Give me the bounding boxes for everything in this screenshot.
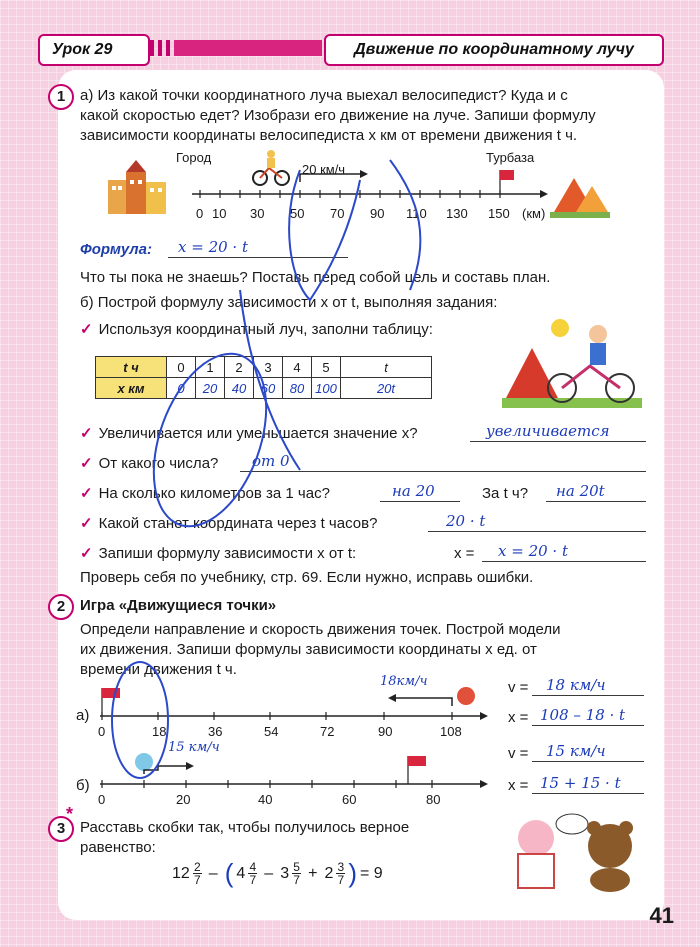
check-icon: ✓: [80, 515, 93, 532]
task2-line-a: [96, 680, 488, 724]
line-a-tick: 54: [264, 724, 279, 739]
line-b-x-label: x =: [508, 777, 529, 794]
task2-line3: времени движения t ч.: [80, 661, 237, 678]
line-b-v-answer[interactable]: 15 км/ч: [546, 742, 606, 760]
eq-den: 7: [337, 873, 345, 887]
answer-3b[interactable]: на 20t: [556, 482, 605, 500]
line-a-v-underline: [532, 694, 644, 696]
line-a-v-label: v =: [508, 679, 529, 696]
check-icon: ✓: [80, 425, 93, 442]
eq-num: 4: [249, 860, 257, 874]
answer-5-underline: [482, 560, 646, 562]
task2-line-b: [96, 748, 488, 792]
eq-paren-open[interactable]: (: [224, 858, 234, 888]
line-b-tick: 80: [426, 792, 441, 807]
line-b-label: б): [76, 777, 90, 794]
line-a-x-answer[interactable]: 108 – 18 · t: [540, 706, 626, 724]
line-a-tick: 108: [440, 724, 462, 739]
formula-x-prefix: x =: [454, 545, 475, 562]
line-a-tick: 18: [152, 724, 167, 739]
line-b-tick: 0: [98, 792, 106, 807]
line-b-v-label: v =: [508, 745, 529, 762]
self-check-text: Проверь себя по учебнику, стр. 69. Если нужно, исправь ошибки.: [80, 569, 534, 586]
tick-10: 10: [212, 206, 227, 221]
eq-paren-close[interactable]: ): [348, 858, 358, 888]
city-illustration: [104, 158, 170, 216]
tick-0: 0: [196, 206, 204, 221]
table-t-cell: 3: [254, 357, 283, 378]
question-1: ✓ Увеличивается или уменьшается значение x?: [80, 425, 418, 442]
task3-number: 3: [48, 816, 74, 842]
line-b-x-underline: [532, 792, 644, 794]
table-x-cell[interactable]: 80: [283, 378, 312, 399]
task1-table: [95, 356, 432, 399]
eq-whole-1: 12: [172, 864, 190, 882]
answer-3-underline: [380, 500, 460, 502]
topic-title: Движение по координатному лучу: [324, 34, 664, 66]
eq-num: 2: [193, 860, 201, 874]
table-t-cell: t: [341, 357, 432, 378]
task1-number: 1: [48, 84, 74, 110]
eq-result: = 9: [360, 864, 383, 882]
eq-den: 7: [249, 873, 257, 887]
line-a-tick: 72: [320, 724, 335, 739]
answer-4-underline: [428, 530, 646, 532]
task1-line3: зависимости координаты велосипедиста x км от времени движения t ч.: [80, 127, 578, 144]
tick-70: 70: [330, 206, 345, 221]
camp-illustration: [550, 160, 610, 220]
tick-unit: (км): [522, 206, 546, 221]
eq-den: 7: [193, 873, 201, 887]
eq-den: 7: [293, 873, 300, 887]
table-t-header: t ч: [96, 357, 167, 378]
eq-fraction-4: [336, 861, 345, 886]
question-4: ✓ Какой станет координата через t часов?: [80, 515, 378, 532]
eq-fraction-3: [292, 861, 301, 886]
line-b-x-answer[interactable]: 15 + 15 · t: [540, 774, 621, 792]
task1-line2: какой скоростью едет? Изобрази его движение на луче. Запиши формулу: [80, 107, 596, 124]
city-label: Город: [176, 150, 212, 165]
base-label: Турбаза: [486, 150, 535, 165]
line-a-speed: 18км/ч: [380, 674, 428, 689]
eq-fraction-1: [193, 861, 202, 886]
answer-1-underline: [470, 440, 646, 442]
tick-150: 150: [488, 206, 510, 221]
eq-fraction-2: [248, 861, 257, 886]
check-icon: ✓: [80, 321, 93, 338]
speed-label: 20 км/ч: [302, 162, 346, 177]
characters-illustration: [506, 808, 640, 892]
task1-line1: а) Из какой точки координатного луча выехал велосипедист? Куда и с: [80, 87, 568, 104]
eq-whole-2: 4: [236, 864, 246, 882]
formula-underline: [168, 256, 348, 258]
check-icon: ✓: [80, 545, 93, 562]
star-icon: *: [66, 804, 74, 824]
line-a-v-answer[interactable]: 18 км/ч: [546, 676, 606, 694]
page-number: 41: [649, 903, 674, 928]
eq-whole-3: 3: [280, 864, 290, 882]
line-b-tick: 20: [176, 792, 191, 807]
table-t-cell: 1: [196, 357, 225, 378]
lesson-label: Урок 29: [38, 34, 150, 66]
table-x-cell[interactable]: 40: [225, 378, 254, 399]
line-b-v-underline: [532, 760, 644, 762]
tick-30: 30: [250, 206, 265, 221]
answer-5[interactable]: x = 20 · t: [498, 542, 568, 560]
table-x-cell[interactable]: 20t: [341, 378, 432, 399]
table-x-cell[interactable]: 60: [254, 378, 283, 399]
task2-line1: Определи направление и скорость движения точек. Построй модели: [80, 621, 561, 638]
task2-number: 2: [48, 594, 74, 620]
table-x-cell[interactable]: 0: [167, 378, 196, 399]
boy-bike-illustration: [502, 318, 642, 410]
eq-plus: +: [308, 864, 318, 882]
line-b-tick: 60: [342, 792, 357, 807]
task1-b-text: б) Построй формулу зависимости x от t, выполняя задания:: [80, 294, 498, 311]
answer-3b-underline: [546, 500, 646, 502]
eq-num: 3: [337, 860, 345, 874]
answer-2[interactable]: от 0: [252, 452, 290, 470]
answer-2-underline: [240, 470, 646, 472]
eq-minus: –: [264, 864, 274, 882]
line-a-label: а): [76, 707, 90, 724]
task1-number-line: [190, 170, 550, 210]
question-line: Что ты пока не знаешь? Поставь перед собой цель и составь план.: [80, 269, 551, 286]
tick-90: 90: [370, 206, 385, 221]
table-t-cell: 4: [283, 357, 312, 378]
line-a-tick: 36: [208, 724, 223, 739]
task2-line2: их движения. Запиши формулы зависимости координаты x ед. от: [80, 641, 537, 658]
line-a-x-label: x =: [508, 709, 529, 726]
table-t-cell: 2: [225, 357, 254, 378]
table-x-cell[interactable]: 20: [196, 378, 225, 399]
header-stripe: [150, 40, 322, 56]
line-a-tick: 90: [378, 724, 393, 739]
check-icon: ✓: [80, 485, 93, 502]
task2-title: Игра «Движущиеся точки»: [80, 597, 277, 614]
task3-line1: Расставь скобки так, чтобы получилось верное: [80, 819, 410, 836]
formula-label: Формула:: [80, 241, 152, 258]
question-3b: За t ч?: [482, 485, 529, 502]
line-b-tick: 40: [258, 792, 273, 807]
eq-num: 5: [293, 860, 300, 874]
tick-110: 110: [406, 206, 427, 221]
tick-130: 130: [446, 206, 468, 221]
line-a-x-underline: [532, 724, 644, 726]
question-5: ✓ Запиши формулу зависимости x от t:: [80, 545, 357, 562]
table-t-cell: 5: [312, 357, 341, 378]
task3-line2: равенство:: [80, 839, 156, 856]
formula-answer[interactable]: x = 20 · t: [178, 238, 248, 256]
table-instruction: ✓ Используя координатный луч, заполни таблицу:: [80, 321, 433, 338]
question-2: ✓ От какого числа?: [80, 455, 219, 472]
line-b-speed: 15 км/ч: [168, 740, 220, 755]
question-3: ✓ На сколько километров за 1 час?: [80, 485, 330, 502]
line-a-tick: 0: [98, 724, 106, 739]
equation: [172, 858, 383, 889]
tick-50: 50: [290, 206, 305, 221]
table-t-cell: 0: [167, 357, 196, 378]
table-x-cell[interactable]: 100: [312, 378, 341, 399]
check-icon: ✓: [80, 455, 93, 472]
answer-1[interactable]: увеличивается: [486, 422, 610, 440]
table-x-header: x км: [96, 378, 167, 399]
eq-minus: –: [208, 864, 218, 882]
answer-4[interactable]: 20 · t: [446, 512, 486, 530]
eq-whole-4: 2: [324, 864, 334, 882]
answer-3[interactable]: на 20: [392, 482, 435, 500]
